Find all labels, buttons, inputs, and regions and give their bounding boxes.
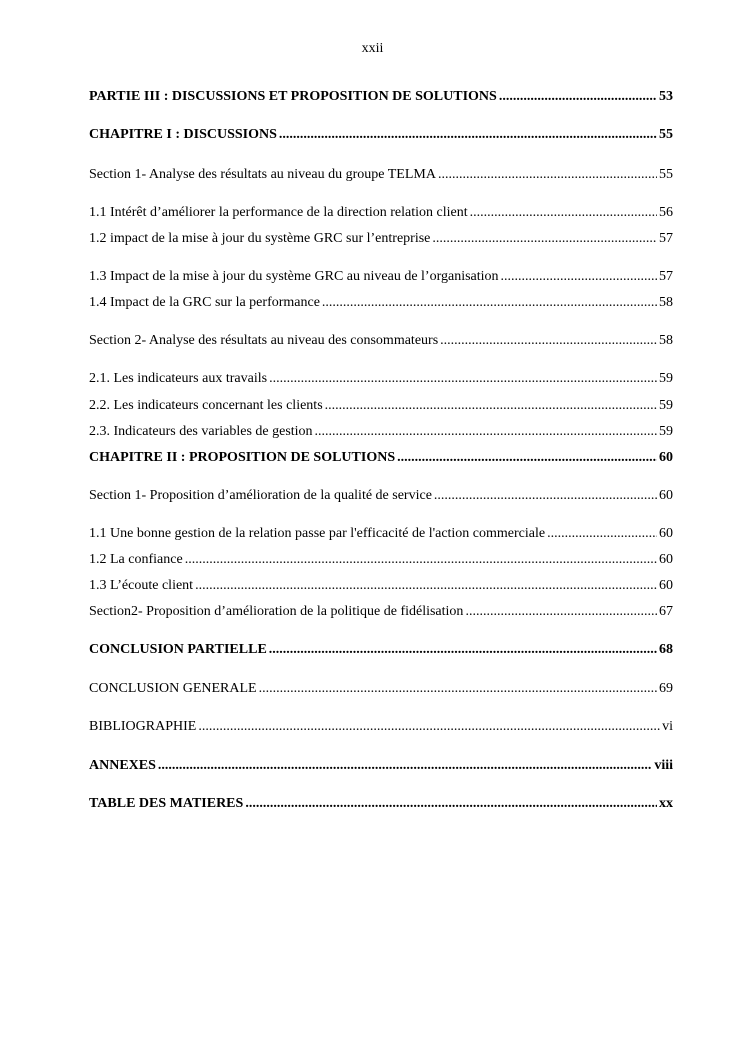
toc-entry-title: Section 2- Analyse des résultats au niveau des consommateurs: [89, 333, 439, 348]
toc-leader-dots: [499, 88, 657, 106]
toc-entry[interactable]: [89, 603, 673, 621]
toc-leader-dots: [501, 268, 657, 286]
toc-leader-dots: [269, 641, 657, 659]
toc-entry[interactable]: [89, 126, 673, 144]
toc-entry[interactable]: [89, 680, 673, 698]
toc-leader-dots: [185, 551, 657, 569]
toc-entry-title: Section 1- Proposition d’amélioration de la qualité de service: [89, 488, 432, 503]
toc-entry[interactable]: [89, 397, 673, 415]
toc-leader-dots: [432, 230, 657, 248]
toc-entry[interactable]: [89, 370, 673, 388]
toc-entry-page: 55: [659, 167, 673, 182]
toc-entry-title: 2.3. Indicateurs des variables de gestion: [89, 424, 313, 439]
toc-entry[interactable]: [89, 230, 673, 248]
toc-entry-title: CONCLUSION PARTIELLE: [89, 642, 267, 657]
toc-entry-title: Section 1- Analyse des résultats au niveau du groupe TELMA: [89, 167, 436, 182]
toc-leader-dots: [158, 757, 652, 775]
toc-leader-dots: [322, 294, 657, 312]
toc-entry-page: 58: [659, 295, 673, 310]
toc-entry-title: ANNEXES: [89, 758, 156, 773]
toc-entry-page: 67: [659, 604, 673, 619]
toc-entry-title: CONCLUSION GENERALE: [89, 681, 257, 696]
toc-entry-title: CHAPITRE II : PROPOSITION DE SOLUTIONS: [89, 450, 396, 465]
toc-entry[interactable]: [89, 757, 673, 775]
toc-entry-page: vi: [662, 719, 673, 734]
toc-entry[interactable]: [89, 487, 673, 505]
toc-entry[interactable]: [89, 166, 673, 184]
toc-entry-title: 1.3 L’écoute client: [89, 578, 194, 593]
toc-leader-dots: [470, 204, 657, 222]
toc-entry-page: 59: [659, 371, 673, 386]
toc-entry-page: 60: [659, 526, 673, 541]
toc-entry[interactable]: [89, 423, 673, 441]
toc-leader-dots: [269, 370, 657, 388]
page-number: xxii: [361, 41, 384, 56]
toc-entry-page: xx: [659, 796, 673, 811]
toc-entry[interactable]: [89, 718, 673, 736]
toc-leader-dots: [547, 525, 657, 543]
toc-leader-dots: [259, 680, 657, 698]
toc-leader-dots: [195, 577, 657, 595]
toc-entry-page: 56: [659, 205, 673, 220]
toc-entry-title: 2.1. Les indicateurs aux travails: [89, 371, 268, 386]
toc-entry-page: 68: [659, 642, 673, 657]
toc-leader-dots: [315, 423, 657, 441]
toc-leader-dots: [465, 603, 657, 621]
toc-entry-title: CHAPITRE I : DISCUSSIONS: [89, 127, 277, 142]
toc-entry-title: 2.2. Les indicateurs concernant les clients: [89, 398, 323, 413]
toc-entry-title: Section2- Proposition d’amélioration de la politique de fidélisation: [89, 604, 464, 619]
toc-entry-page: 60: [659, 450, 673, 465]
toc-entry-page: 57: [659, 269, 673, 284]
toc-entry[interactable]: [89, 204, 673, 222]
toc-leader-dots: [325, 397, 657, 415]
toc-entry-page: 60: [659, 552, 673, 567]
toc-entry-title: 1.2 La confiance: [89, 552, 183, 567]
toc-entry[interactable]: [89, 294, 673, 312]
toc-entry-title: 1.4 Impact de la GRC sur la performance: [89, 295, 320, 310]
toc-entry-page: 59: [659, 398, 673, 413]
toc-entry[interactable]: [89, 88, 673, 106]
toc-entry-page: 69: [659, 681, 673, 696]
toc-entry[interactable]: [89, 449, 673, 467]
toc-entry-page: 60: [659, 488, 673, 503]
toc-entry-page: 60: [659, 578, 673, 593]
toc-entry-page: 58: [659, 333, 673, 348]
toc-entry[interactable]: [89, 268, 673, 286]
toc-entry-title: 1.3 Impact de la mise à jour du système GRC au niveau de l’organisation: [89, 269, 499, 284]
toc-leader-dots: [434, 487, 657, 505]
toc-entry-title: PARTIE III : DISCUSSIONS ET PROPOSITION DE SOLUTIONS: [89, 89, 497, 104]
toc-entry[interactable]: [89, 795, 673, 813]
toc-entry-title: 1.2 impact de la mise à jour du système GRC sur l’entreprise: [89, 231, 431, 246]
toc-entry-title: TABLE DES MATIERES: [89, 796, 244, 811]
toc-entry-page: 55: [659, 127, 673, 142]
toc-entry[interactable]: [89, 332, 673, 350]
toc-entry[interactable]: [89, 525, 673, 543]
toc-entry-page: 59: [659, 424, 673, 439]
toc-leader-dots: [279, 126, 657, 144]
toc-entry[interactable]: [89, 641, 673, 659]
toc-leader-dots: [245, 795, 657, 813]
toc-entry-title: BIBLIOGRAPHIE: [89, 719, 197, 734]
toc-entry-page: 53: [659, 89, 673, 104]
toc-leader-dots: [440, 332, 657, 350]
toc-entry[interactable]: [89, 577, 673, 595]
toc-entry-page: viii: [654, 758, 673, 773]
toc-entry-page: 57: [659, 231, 673, 246]
toc-leader-dots: [438, 166, 657, 184]
toc-entry[interactable]: [89, 551, 673, 569]
toc-entry-title: 1.1 Intérêt d’améliorer la performance de la direction relation client: [89, 205, 468, 220]
toc-entry-title: 1.1 Une bonne gestion de la relation passe par l'efficacité de l'action commerciale: [89, 526, 546, 541]
toc-leader-dots: [198, 718, 660, 736]
toc-leader-dots: [397, 449, 657, 467]
